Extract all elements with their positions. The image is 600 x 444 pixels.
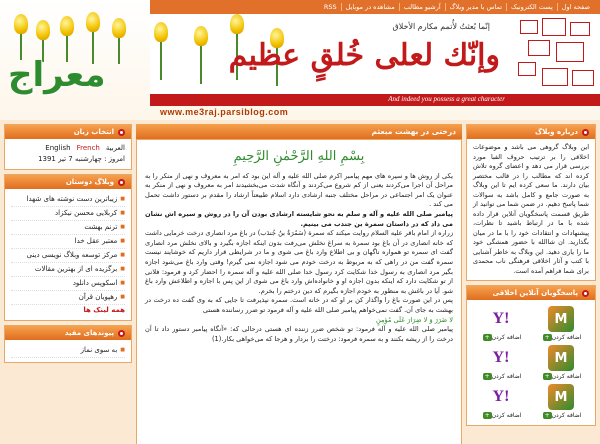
responder-item[interactable] xyxy=(533,306,589,341)
language-options xyxy=(11,143,125,154)
add-label: اضافه کردن xyxy=(491,334,522,341)
header-calligraphy: وإنّك لعلی خُلقٍ عظیم xyxy=(228,38,500,73)
language-box xyxy=(4,124,132,170)
add-icon: + xyxy=(544,373,550,380)
useful-links-list xyxy=(5,340,131,362)
add-icon: + xyxy=(544,412,550,419)
tulip-image xyxy=(36,20,50,40)
msn-messenger-icon: M xyxy=(548,306,574,332)
friends-blogs-box xyxy=(4,174,132,321)
responder-item[interactable] xyxy=(533,384,589,419)
about-text: این وبلاگ گروهی می باشد و موضوعات اخلاقی را بر ترتیب حروف الفبا مورد بررسی قرار می دهد و اعضای گروه تلاش کرده اند که مطالب را در قالب مختصر بیان دارند. ما سعی کرده ایم تا این وبلاگ به صورت جامع و کامل باشد به سوالات شما پاسخ دهیم. در ضمن شما می توانید از طریق قسمت پاسخگویان آنلاین قرار داده شده با ما در ارتباط باشید تا نظرات، پیشنهادات و انتقادات خود را با ما در میان بگذارید. ان شاالله با حضور همشگی خود ما را یاری دهید. این وبلاگ به خاطر آشنایی با کتب و آثار اخلاقی فرهنگی ناب محمدی برای شما فراهم آمده است. xyxy=(473,143,589,275)
add-label: اضافه کردن xyxy=(491,373,522,380)
site-header xyxy=(0,0,600,120)
top-navigation xyxy=(150,0,600,14)
useful-link[interactable]: ■ به سوی نماز xyxy=(11,344,125,358)
site-logo[interactable]: معراج xyxy=(8,55,106,95)
today-date: امروز : چهارشنبه 7 تیر 1391 xyxy=(38,155,125,163)
lang-french[interactable]: French xyxy=(76,144,100,152)
nav-archive[interactable]: آرشیو مطالب xyxy=(399,3,445,11)
friends-links-list xyxy=(5,189,131,320)
msn-messenger-icon: M xyxy=(548,345,574,371)
friends-box-header xyxy=(5,175,131,189)
useful-box-header xyxy=(5,326,131,340)
site-url: www.me3raj.parsiblog.com xyxy=(160,107,289,117)
left-sidebar xyxy=(4,124,132,367)
yahoo-messenger-icon: Y! xyxy=(488,384,514,410)
add-icon: + xyxy=(484,412,490,419)
add-label: اضافه کردن xyxy=(551,412,582,419)
nav-rss[interactable]: RSS xyxy=(323,3,337,11)
friend-link[interactable]: ■ ترنم بهشت xyxy=(11,221,125,235)
responder-item[interactable] xyxy=(533,345,589,380)
post-title[interactable]: درختی در بهشت مبعثم xyxy=(136,124,462,139)
tulip-image xyxy=(112,18,126,38)
add-label: اضافه کردن xyxy=(491,412,522,419)
nav-home[interactable]: صفحه اول xyxy=(557,3,594,11)
yahoo-messenger-icon: Y! xyxy=(488,306,514,332)
friend-link[interactable]: ■ اسکوپس دانلود xyxy=(11,277,125,291)
responder-item[interactable] xyxy=(473,345,529,380)
header-hadith-text: إنّما بُعثتُ لأُتمم مكارم الأخلاق xyxy=(392,22,490,31)
online-responders-box xyxy=(466,285,596,426)
lang-english[interactable]: English xyxy=(45,144,71,152)
bullet-icon xyxy=(118,330,125,337)
language-box-body xyxy=(5,139,131,169)
bullet-icon xyxy=(118,129,125,136)
friend-link[interactable]: ■ برگزیده ای از بهترین مقالات xyxy=(11,263,125,277)
nav-mobile-view[interactable]: مشاهده در موبایل xyxy=(341,3,399,11)
add-label: اضافه کردن xyxy=(551,334,582,341)
right-sidebar xyxy=(466,124,596,430)
tulip-image xyxy=(60,16,74,36)
post-paragraph-bold: پیامبر صلی الله علیه و آله و سلم به نحو شایسته ارشادی بودن آن را در روش و سیره اش نشان می داد که در داستان سمرة بن جندب می بینیم. xyxy=(145,209,453,228)
header-tagline: And indeed you possess a great character xyxy=(388,95,505,103)
post-paragraph: پیامبر صلی الله علیه و آله فرمود: تو شخص ضرر زننده ای هستی درحالی که: «آنگاه پیامبر دستور داد تا آن درخت را از ریشه بکنند و به سمره فرمود: درختت را بردار و هرجا که می‌خواهی بکار.(1) xyxy=(145,325,453,343)
post-paragraph: پس در این صورت باغ را واگذار کن بر او که در خانه است. سمره نپذیرفت تا جایی که به وی گفت ده درخت در بهشت به جای آن. گفت نمی‌خواهم پیامبر صلی الله علیه و آله فرمود تو ضرر رساننده هستی xyxy=(145,296,453,314)
online-box-header xyxy=(467,286,595,300)
msn-messenger-icon: M xyxy=(548,384,574,410)
all-links-link[interactable]: همه لینک ها xyxy=(83,306,125,314)
post-paragraph: زراره از امام باقر علیه السلام روایت میکند که سمرة (سَمُرَةُ بنُ جُندَب) در باغ مرد انصاری درخت خرمایی داشت که خانه انصاری در آن باغ بود سمرة به سراغ نخلش می‌رفت بدون اینکه اجازه بگیرد و بالای نخلش مرد انصاری گفت ای سمره تو همواره ناگهان و بی اطلاع وارد باغ می شوی و ما در شرایطی قرار داریم که خوشایند نیست سمره گفت من در راهی که به مربوط به درخت خودم می شود اجازه نمی گیرم! وقتی وارد باغ می‌شود اجازه بگیر مرد انصاری به رسول خدا شکایت کرد رسول خدا صلی الله علیه و آله سمره را احضار کرد و فرمود: فلانی از تو شکایت دارد که اینکه بدون اجازه او و خانواده‌اش وارد باغ می شوی از این پس با اجازه و اطلاعش وارد باغ شو. آیا در باغش به منظور به خودم اجازه بگیرم که دین درختم را بخرم. xyxy=(145,229,453,295)
post-body xyxy=(136,139,462,444)
about-box-title: درباره وبلاگ xyxy=(535,128,578,136)
main-content xyxy=(136,124,462,444)
bullet-icon xyxy=(582,129,589,136)
friend-link[interactable]: ■ مرکز توسعه وبلاگ نویسی دینی xyxy=(11,249,125,263)
header-red-bar xyxy=(150,94,600,106)
bullet-icon xyxy=(118,179,125,186)
tulip-stem xyxy=(118,34,120,64)
friend-link[interactable]: ■ کربلایی محسن نیکزاد xyxy=(11,207,125,221)
friend-link[interactable]: ■ زیباترین دست نوشته های شهدا xyxy=(11,193,125,207)
responder-item[interactable] xyxy=(473,384,529,419)
lang-arabic[interactable]: العربیة xyxy=(105,144,125,152)
tulip-image xyxy=(86,12,100,32)
useful-links-box xyxy=(4,325,132,363)
friend-link[interactable]: ■ رهپویان قرآن xyxy=(11,291,125,305)
nav-email[interactable]: پست الکترونیک xyxy=(506,3,557,11)
friends-box-title: وبلاگ دوستان xyxy=(65,178,114,186)
language-box-header xyxy=(5,125,131,139)
bismillah: بِسْمِ اللهِ الرَّحْمٰنِ الرَّحِیمِ xyxy=(233,149,365,164)
responder-item[interactable] xyxy=(473,306,529,341)
nav-contact-admin[interactable]: تماس با مدیر وبلاگ xyxy=(445,3,506,11)
tulip-image xyxy=(230,14,244,34)
language-box-title: انتخاب زبان xyxy=(73,128,114,136)
add-icon: + xyxy=(484,373,490,380)
tulip-stem xyxy=(200,44,202,84)
useful-box-title: پیوندهای مفید xyxy=(64,329,114,337)
tulip-image xyxy=(194,26,208,46)
friend-link[interactable]: ■ معتبر عقل خدا xyxy=(11,235,125,249)
add-icon: + xyxy=(484,334,490,341)
bullet-icon xyxy=(582,290,589,297)
header-mosaic-decoration xyxy=(510,14,600,104)
tulip-image xyxy=(14,14,28,34)
add-label: اضافه کردن xyxy=(551,373,582,380)
tulip-stem xyxy=(160,40,162,80)
about-box-header xyxy=(467,125,595,139)
post-quote: لا ضَرَرَ وَ لا ضِرَارَ عَلَی مُؤمِنٍ xyxy=(375,315,453,324)
tulip-image xyxy=(154,22,168,42)
yahoo-messenger-icon: Y! xyxy=(488,345,514,371)
about-box xyxy=(466,124,596,281)
responders-grid xyxy=(467,300,595,425)
online-box-title: پاسخگویان آنلاین اخلاقی xyxy=(492,289,578,297)
add-icon: + xyxy=(544,334,550,341)
post-paragraph: یکی از روش ها و سیره های مهم پیامبر اکرم صلی الله علیه و آله این بود که امر به معروف و نهی از منکر را به مراحل آن اجرا می‌کردند یعنی از کم شروع می‌کردند و آنگاه شدت می‌بخشیدند امر به معروف و نهی از منکر به عنوان یک امر اجتماعی در مراحل مختلف جنبه ارشادی دارد اسلام طبیعتاً ارشاد را مقدم بر دستور داشت تحمل می کند . xyxy=(145,171,453,209)
